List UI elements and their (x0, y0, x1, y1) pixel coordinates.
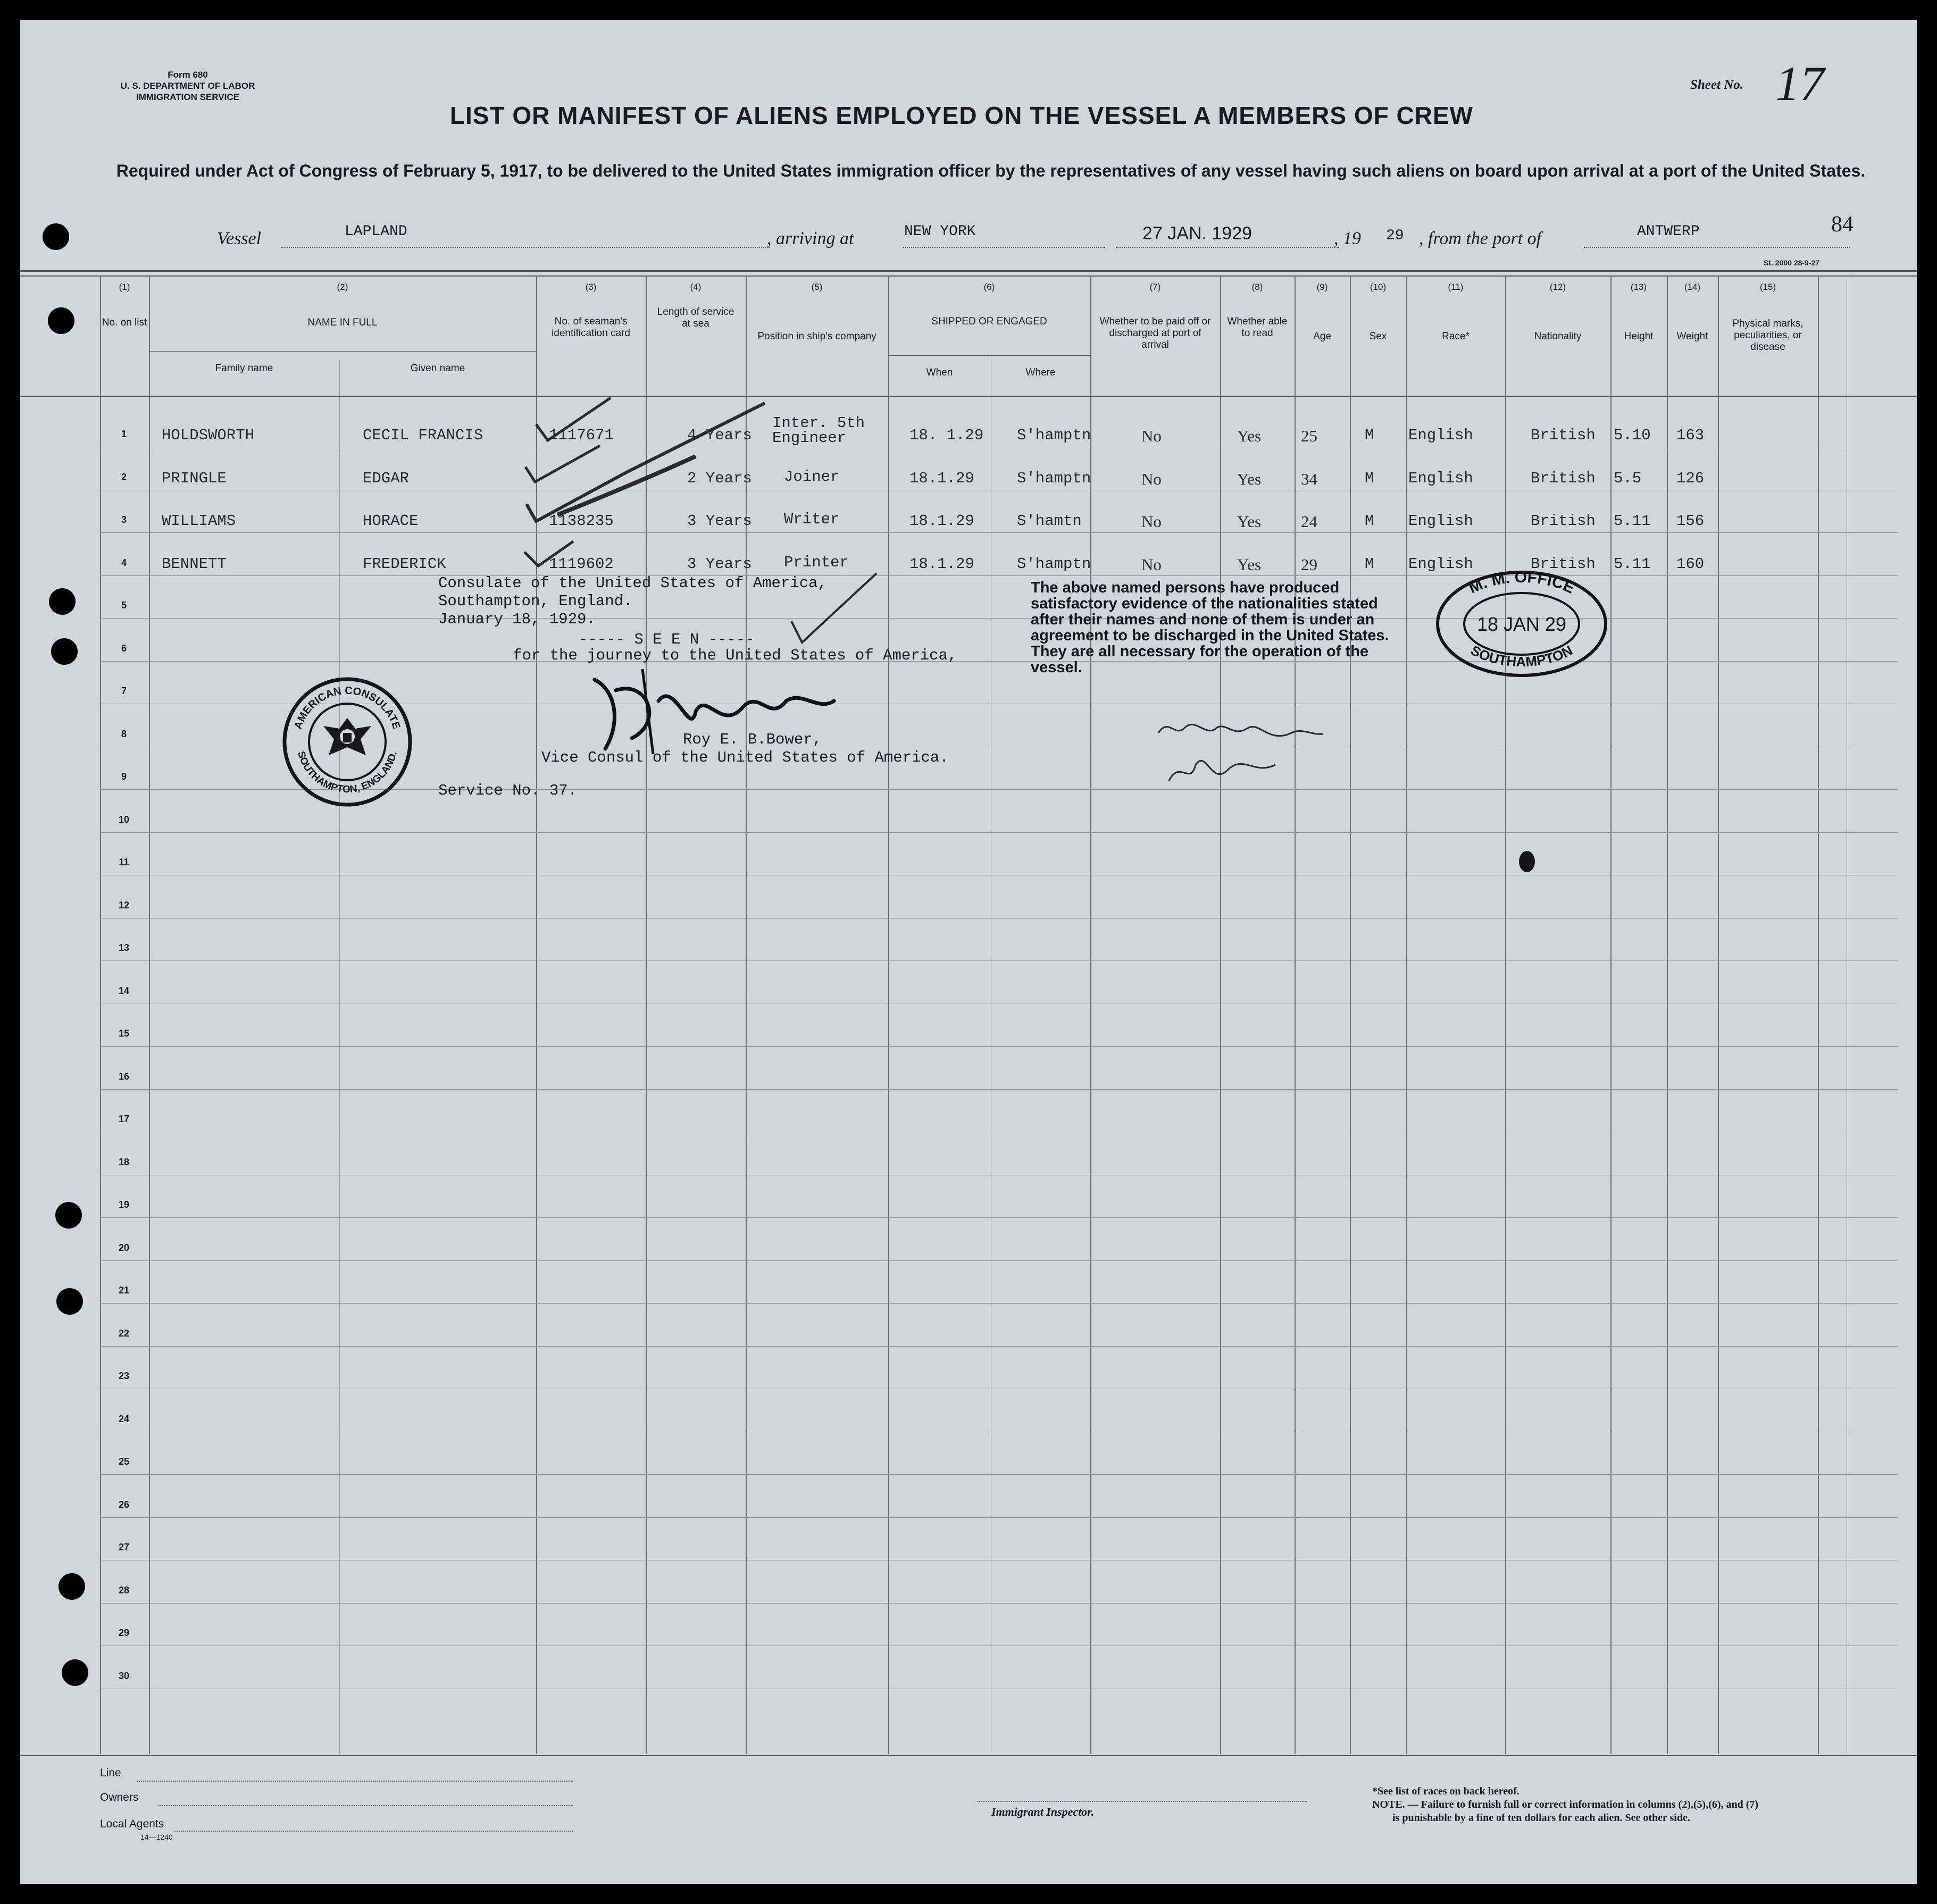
punch-hole (49, 588, 76, 615)
row-number: 20 (118, 1242, 130, 1253)
row-rule (100, 575, 1898, 576)
vessel-name: LAPLAND (345, 223, 407, 240)
departure-port: ANTWERP (1637, 223, 1700, 240)
header-id-card: No. of seaman's identification card (552, 316, 630, 339)
crew-position: Joiner (784, 468, 840, 486)
crew-where: S'hamptn (1017, 555, 1091, 573)
oval-stamp-icon (1434, 568, 1609, 680)
vice-consul-title: Vice Consul of the United States of America. (541, 749, 949, 766)
from-port-label: , from the port of (1419, 229, 1542, 248)
consulate-line-1: Consulate of the United States of America, (438, 574, 827, 592)
manifest-sheet (20, 20, 1917, 1884)
crew-position: Writer (784, 511, 840, 528)
consul-signature (584, 658, 839, 759)
crew-id: 1138235 (549, 512, 614, 530)
ink-blot (1519, 851, 1535, 872)
legal-requirement-text: Required under Act of Congress of February 5, 1917, to be delivered to the United States immigration officer by the representatives of any vessel having such aliens on board upon arrival at a port of the United States. (116, 161, 1866, 180)
row-number: 17 (118, 1114, 130, 1124)
mm-office-stamp (1434, 568, 1609, 680)
row-number: 15 (118, 1028, 130, 1039)
year-value: 29 (1386, 228, 1404, 244)
header-weight: Weight (1676, 331, 1708, 342)
voyage-details (180, 223, 1882, 255)
arrival-date-stamp: 27 JAN. 1929 (1142, 223, 1253, 244)
crew-service: 2 Years (687, 470, 752, 487)
punch-hole (55, 1202, 82, 1229)
crew-position: Inter. 5th Engineer (772, 414, 865, 447)
crew-when: 18.1.29 (909, 512, 974, 530)
arrival-port: NEW YORK (904, 223, 976, 240)
row-number: 4 (121, 557, 127, 568)
races-note: *See list of races on back hereof. (1372, 1785, 1519, 1797)
seen-stamp: ----- S E E N ----- (579, 631, 755, 648)
header-able-to-read: Whether able to read (1227, 316, 1288, 339)
footer-code: 14—1240 (140, 1833, 173, 1841)
crew-family: HOLDSWORTH (162, 427, 255, 444)
crew-family: BENNETT (162, 555, 227, 573)
nationality-declaration: The above named persons have produced satisfactory evidence of the nationalities stated after their names and none of them is under an agreement to be discharged in the United States. They are all necessary for the operation of the vessel. (1031, 579, 1389, 676)
row-number: 3 (121, 514, 127, 525)
department-name: U. S. DEPARTMENT OF LABOR (120, 81, 255, 91)
row-number: 1 (121, 429, 127, 439)
crew-when: 18.1.29 (909, 555, 974, 573)
crew-age: 25 (1301, 427, 1317, 445)
crew-nationality: British (1531, 470, 1596, 487)
row-number: 6 (121, 643, 127, 654)
vice-consul-name: Roy E. B.Bower, (683, 731, 822, 748)
crew-sex: M (1365, 555, 1374, 573)
row-number: 5 (121, 600, 127, 611)
crew-read: Yes (1237, 470, 1262, 488)
crew-paid-off: No (1141, 555, 1162, 574)
mm-stamp-date: 18 JAN 29 (1476, 613, 1567, 635)
seal-bottom-text: SOUTHAMPTON, ENGLAND. (295, 750, 399, 796)
crew-where: S'hamptn (1017, 427, 1091, 444)
row-number: 27 (118, 1542, 130, 1552)
page-number: 84 (1831, 212, 1853, 237)
crew-nationality: British (1531, 555, 1596, 573)
row-rule (100, 1517, 1898, 1518)
row-rule (100, 1046, 1898, 1047)
form-identifier (100, 69, 275, 103)
row-number: 26 (118, 1499, 130, 1510)
header-length-service: Length of service at sea (657, 306, 734, 329)
eagle-seal-icon (281, 675, 414, 808)
crew-id: 1119602 (549, 555, 614, 573)
row-number: 21 (118, 1285, 130, 1296)
row-number: 7 (121, 686, 127, 696)
fine-note-2: is punishable by a fine of ten dollars for each alien. See other side. (1392, 1812, 1690, 1824)
col-number: (9) (1316, 282, 1328, 292)
consulate-seal (281, 675, 414, 808)
arriving-label: , arriving at (767, 229, 854, 248)
row-rule (100, 1346, 1898, 1347)
crew-service: 3 Years (687, 512, 752, 530)
row-rule (100, 1474, 1898, 1475)
crew-age: 24 (1301, 512, 1317, 531)
row-number: 14 (118, 986, 130, 996)
col-number: (1) (119, 282, 130, 292)
crew-where: S'hamtn (1017, 512, 1082, 530)
crew-family: WILLIAMS (162, 512, 236, 530)
crew-weight: 156 (1676, 512, 1705, 530)
crew-paid-off: No (1141, 512, 1162, 531)
row-rule (100, 1260, 1898, 1261)
crew-height: 5.11 (1614, 512, 1651, 530)
col-number: (13) (1630, 282, 1647, 292)
row-rule (100, 532, 1898, 533)
crew-height: 5.10 (1614, 427, 1651, 444)
crew-nationality: British (1531, 427, 1596, 444)
row-number: 24 (118, 1414, 130, 1424)
header-name-in-full: NAME IN FULL (307, 317, 378, 328)
crew-when: 18. 1.29 (909, 427, 984, 444)
consulate-date: January 18, 1929. (438, 611, 596, 628)
crew-race: English (1408, 470, 1473, 487)
row-number: 25 (118, 1456, 130, 1467)
check-marks (520, 382, 797, 605)
row-number: 12 (118, 900, 130, 911)
row-rule (100, 1089, 1898, 1090)
header-where: Where (1025, 367, 1056, 378)
sheet-number: 17 (1775, 56, 1824, 111)
crew-position: Printer (784, 554, 849, 571)
crew-service: 4 Years (687, 427, 752, 444)
crew-age: 34 (1301, 470, 1317, 488)
crew-sex: M (1365, 470, 1374, 487)
row-number: 8 (121, 729, 127, 739)
row-rule (100, 661, 1898, 662)
consulate-line-2: Southampton, England. (438, 592, 633, 610)
crew-weight: 160 (1676, 555, 1705, 573)
header-position: Position in ship's company (757, 331, 876, 342)
crew-race: English (1408, 555, 1473, 573)
crew-age: 29 (1301, 555, 1317, 574)
service-name: IMMIGRATION SERVICE (136, 92, 239, 102)
row-rule (100, 618, 1898, 619)
document-title: LIST OR MANIFEST OF ALIENS EMPLOYED ON THE VESSEL A MEMBERS OF CREW (449, 102, 1474, 129)
crew-service: 3 Years (687, 555, 752, 573)
crew-paid-off: No (1141, 427, 1162, 445)
crew-height: 5.5 (1614, 470, 1642, 487)
row-rule (100, 1603, 1898, 1604)
footer-line-label: Line (100, 1767, 121, 1779)
crew-given: FREDERICK (363, 555, 446, 573)
row-rule (100, 1217, 1898, 1218)
col-number: (5) (811, 282, 823, 292)
row-number: 11 (119, 857, 129, 867)
crew-sex: M (1365, 512, 1374, 530)
inspector-label: Immigrant Inspector. (991, 1805, 1095, 1818)
punch-hole (51, 638, 78, 665)
crew-family: PRINGLE (162, 470, 227, 487)
row-number: 10 (118, 814, 130, 825)
col-number: (15) (1759, 282, 1776, 292)
crew-read: Yes (1237, 555, 1262, 574)
crew-paid-off: No (1141, 470, 1162, 488)
col-number: (2) (337, 282, 348, 292)
header-no-on-list: No. on list (102, 317, 147, 328)
header-shipped-engaged: SHIPPED OR ENGAGED (931, 316, 1047, 327)
crew-race: English (1408, 427, 1473, 444)
punch-hole (62, 1659, 88, 1686)
footer-owners-label: Owners (100, 1791, 139, 1803)
journey-text: for the journey to the United States of America, (513, 647, 957, 664)
header-family-name: Family name (215, 363, 273, 374)
crew-sex: M (1365, 427, 1374, 444)
crew-given: CECIL FRANCIS (363, 427, 483, 444)
crew-race: English (1408, 512, 1473, 530)
col-number: (12) (1549, 282, 1566, 292)
row-number: 18 (118, 1157, 130, 1167)
header-race: Race* (1442, 331, 1470, 342)
row-number: 29 (118, 1627, 130, 1638)
col-number: (11) (1448, 282, 1464, 292)
sheet-label: Sheet No. (1690, 78, 1743, 92)
fine-note-1: NOTE. — Failure to furnish full or correct information in columns (2),(5),(6), and (7) (1372, 1799, 1759, 1810)
col-number: (14) (1684, 282, 1701, 292)
row-number: 23 (118, 1371, 130, 1381)
vessel-label: Vessel (217, 229, 262, 248)
form-code: St. 2000 28-9-27 (1764, 258, 1820, 267)
row-number: 22 (118, 1328, 130, 1339)
mm-stamp-top: M. M. OFFICE (1466, 568, 1577, 597)
header-nationality: Nationality (1534, 331, 1582, 342)
row-number: 13 (118, 942, 130, 953)
col-number: (8) (1251, 282, 1263, 292)
col-number: (7) (1149, 282, 1161, 292)
row-rule (100, 1303, 1898, 1304)
row-number: 19 (118, 1199, 130, 1210)
seal-top-text: AMERICAN CONSULATE (292, 684, 403, 731)
col-number: (6) (983, 282, 995, 292)
header-sex: Sex (1369, 331, 1387, 342)
crew-id: 1117671 (549, 427, 614, 444)
punch-hole (59, 1573, 85, 1600)
header-given-name: Given name (410, 363, 465, 374)
punch-hole (43, 223, 69, 250)
crew-given: HORACE (363, 512, 419, 530)
crew-given: EDGAR (363, 470, 410, 487)
crew-read: Yes (1237, 512, 1262, 531)
header-when: When (926, 367, 953, 378)
crew-read: Yes (1237, 427, 1262, 445)
col-number: (4) (690, 282, 702, 292)
footer-agents-label: Local Agents (100, 1818, 164, 1830)
row-rule (100, 832, 1898, 833)
row-number: 16 (118, 1071, 130, 1082)
crew-where: S'hamptn (1017, 470, 1091, 487)
row-number: 9 (121, 771, 127, 782)
col-number: (3) (585, 282, 597, 292)
crew-nationality: British (1531, 512, 1596, 530)
header-physical-marks: Physical marks, peculiarities, or disease (1732, 318, 1804, 353)
crew-when: 18.1.29 (909, 470, 974, 487)
crew-weight: 126 (1676, 470, 1705, 487)
punch-hole (48, 307, 74, 334)
row-number: 28 (118, 1585, 130, 1596)
row-number: 2 (121, 472, 127, 482)
crew-weight: 163 (1676, 427, 1705, 444)
crew-height: 5.11 (1614, 555, 1651, 573)
officer-signatures (1148, 706, 1339, 802)
header-paid-off: Whether to be paid off or discharged at port of arrival (1099, 316, 1211, 350)
punch-hole (56, 1288, 83, 1315)
row-number: 30 (118, 1671, 130, 1681)
form-number: Form 680 (168, 70, 208, 80)
header-height: Height (1624, 331, 1654, 342)
year-label: , 19 (1334, 229, 1361, 248)
service-number: Service No. 37. (438, 782, 578, 799)
header-age: Age (1313, 331, 1331, 342)
mm-stamp-bottom: SOUTHAMPTON (1468, 642, 1575, 670)
col-number: (10) (1370, 282, 1387, 292)
